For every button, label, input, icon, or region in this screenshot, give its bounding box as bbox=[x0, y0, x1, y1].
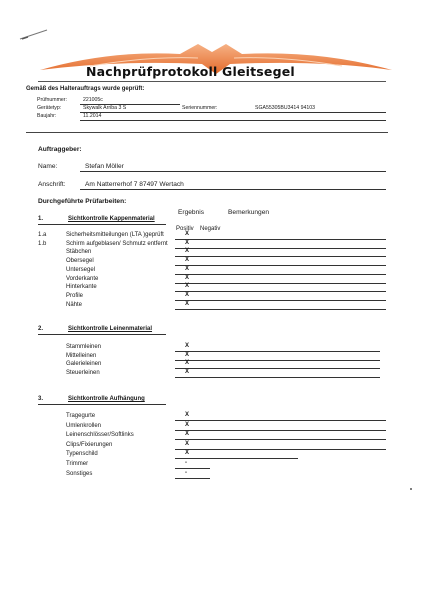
col-ergebnis: Ergebnis bbox=[178, 209, 205, 216]
section-2-title: Sichtkontrolle Leinenmaterial bbox=[68, 326, 153, 332]
item-label: Typenschild bbox=[66, 451, 98, 458]
item-label: Trimmer bbox=[66, 461, 89, 467]
item-result-line bbox=[175, 239, 386, 240]
section-3-number: 3. bbox=[38, 396, 44, 402]
item-result-line bbox=[175, 248, 386, 249]
auftraggeber-heading: Auftraggeber: bbox=[38, 146, 82, 153]
item-result-line bbox=[175, 309, 386, 310]
geraetetyp-value: Skywalk Arriba 3 S bbox=[83, 105, 127, 111]
seriennummer-value: SGA55305BU3414 94103 bbox=[255, 105, 315, 111]
item-result-line bbox=[175, 420, 386, 421]
section-2-number: 2. bbox=[38, 326, 44, 332]
item-result: X bbox=[185, 368, 190, 375]
item-result-line bbox=[175, 368, 380, 369]
baujahr-value: 11.2014 bbox=[83, 113, 102, 119]
anschrift-line bbox=[80, 189, 386, 190]
item-result-line bbox=[175, 468, 210, 469]
item-label: Profile bbox=[66, 292, 84, 299]
pruefnummer-value: 221005c bbox=[83, 97, 103, 103]
seriennummer-label: Seriennummer: bbox=[182, 105, 218, 111]
baujahr-line bbox=[80, 120, 386, 121]
item-result-line bbox=[175, 449, 386, 450]
col-bemerkungen: Bemerkungen bbox=[228, 209, 270, 216]
item-label: Nähte bbox=[66, 301, 83, 308]
pruefarbeiten-heading: Durchgeführte Prüfarbeiten: bbox=[38, 198, 127, 205]
item-label: Untersegel bbox=[66, 266, 96, 273]
item-result-line bbox=[175, 291, 386, 292]
item-label: Sicherheitsmitteilungen (LTA )geprüft bbox=[66, 232, 164, 238]
item-label: Mittelleinen bbox=[66, 352, 97, 359]
item-result: X bbox=[185, 291, 190, 298]
item-label: Schirm aufgeblasen/ Schmutz entfernt bbox=[66, 240, 168, 247]
item-result: X bbox=[185, 248, 190, 255]
item-result-line bbox=[175, 377, 380, 378]
item-result: X bbox=[185, 431, 190, 438]
section-3-rule bbox=[38, 404, 166, 405]
section-1-number: 1. bbox=[38, 216, 44, 222]
item-label: Sonstiges bbox=[66, 470, 93, 477]
item-result-line bbox=[175, 265, 386, 266]
item-label: Galerieleinen bbox=[66, 361, 102, 368]
header-section-title: Gemäß des Halterauftrags wurde geprüft: bbox=[26, 86, 145, 92]
scan-dot bbox=[410, 488, 412, 490]
item-result: X bbox=[185, 300, 190, 307]
item-label: Umlenkrollen bbox=[66, 422, 102, 429]
item-result: X bbox=[185, 360, 190, 367]
item-result: X bbox=[185, 351, 190, 358]
item-result-line bbox=[175, 256, 386, 257]
item-result: X bbox=[185, 440, 190, 447]
item-result-line bbox=[175, 274, 386, 275]
section-2-rule bbox=[38, 334, 166, 335]
section-divider-1 bbox=[26, 132, 388, 133]
pruefnummer-label: Prüfnummer: bbox=[37, 97, 67, 103]
item-code: 1.b bbox=[38, 240, 47, 247]
name-value: Stefan Möller bbox=[85, 163, 124, 170]
item-result: X bbox=[185, 450, 190, 457]
col-negativ: Negativ bbox=[200, 226, 221, 232]
section-1-rule bbox=[38, 224, 166, 225]
item-result-line bbox=[175, 439, 386, 440]
item-result: X bbox=[185, 239, 190, 246]
item-result: X bbox=[185, 412, 190, 418]
item-result: X bbox=[185, 274, 190, 281]
item-result: - bbox=[185, 469, 187, 476]
item-result-line bbox=[175, 351, 380, 352]
item-label: Steuerleinen bbox=[66, 369, 100, 376]
section-3-title: Sichtkontrolle Aufhängung bbox=[68, 396, 145, 402]
item-result-line bbox=[175, 283, 386, 284]
item-label: Leinenschlösser/Softlinks bbox=[66, 432, 134, 439]
item-result-line bbox=[175, 458, 298, 459]
section-1-title: Sichtkontrolle Kappenmaterial bbox=[68, 216, 155, 222]
item-label: Stammleinen bbox=[66, 344, 102, 350]
col-positiv: Positiv bbox=[176, 226, 194, 232]
item-result: X bbox=[185, 265, 190, 272]
item-code: 1.a bbox=[38, 232, 47, 238]
baujahr-label: Baujahr: bbox=[37, 113, 57, 119]
anschrift-label: Anschrift: bbox=[38, 181, 66, 188]
geraetetyp-line bbox=[80, 112, 386, 113]
item-result: - bbox=[185, 460, 187, 466]
item-label: Stäbchen bbox=[66, 249, 92, 256]
item-label: Hinterkante bbox=[66, 284, 97, 291]
anschrift-value: Am Natterrerhof 7 87497 Wertach bbox=[85, 181, 184, 188]
page-title: Nachprüfprotokoll Gleitsegel bbox=[86, 64, 295, 79]
item-result-line bbox=[175, 360, 380, 361]
item-result: X bbox=[185, 343, 190, 349]
item-result: X bbox=[185, 231, 190, 237]
item-result-line bbox=[175, 300, 386, 301]
name-label: Name: bbox=[38, 163, 58, 170]
item-result: X bbox=[185, 257, 190, 264]
title-underline bbox=[38, 81, 386, 82]
item-result-line bbox=[175, 430, 386, 431]
item-result-line bbox=[175, 478, 210, 479]
item-label: Tragegurte bbox=[66, 413, 96, 419]
pen-stroke-mark bbox=[18, 28, 50, 42]
item-result: X bbox=[185, 421, 190, 428]
item-label: Clips/Fixierungen bbox=[66, 441, 113, 448]
item-label: Obersegel bbox=[66, 258, 94, 265]
item-result: X bbox=[185, 283, 190, 290]
name-line bbox=[80, 171, 386, 172]
item-label: Vorderkante bbox=[66, 275, 99, 282]
geraetetyp-label: Gerätetyp: bbox=[37, 105, 62, 111]
